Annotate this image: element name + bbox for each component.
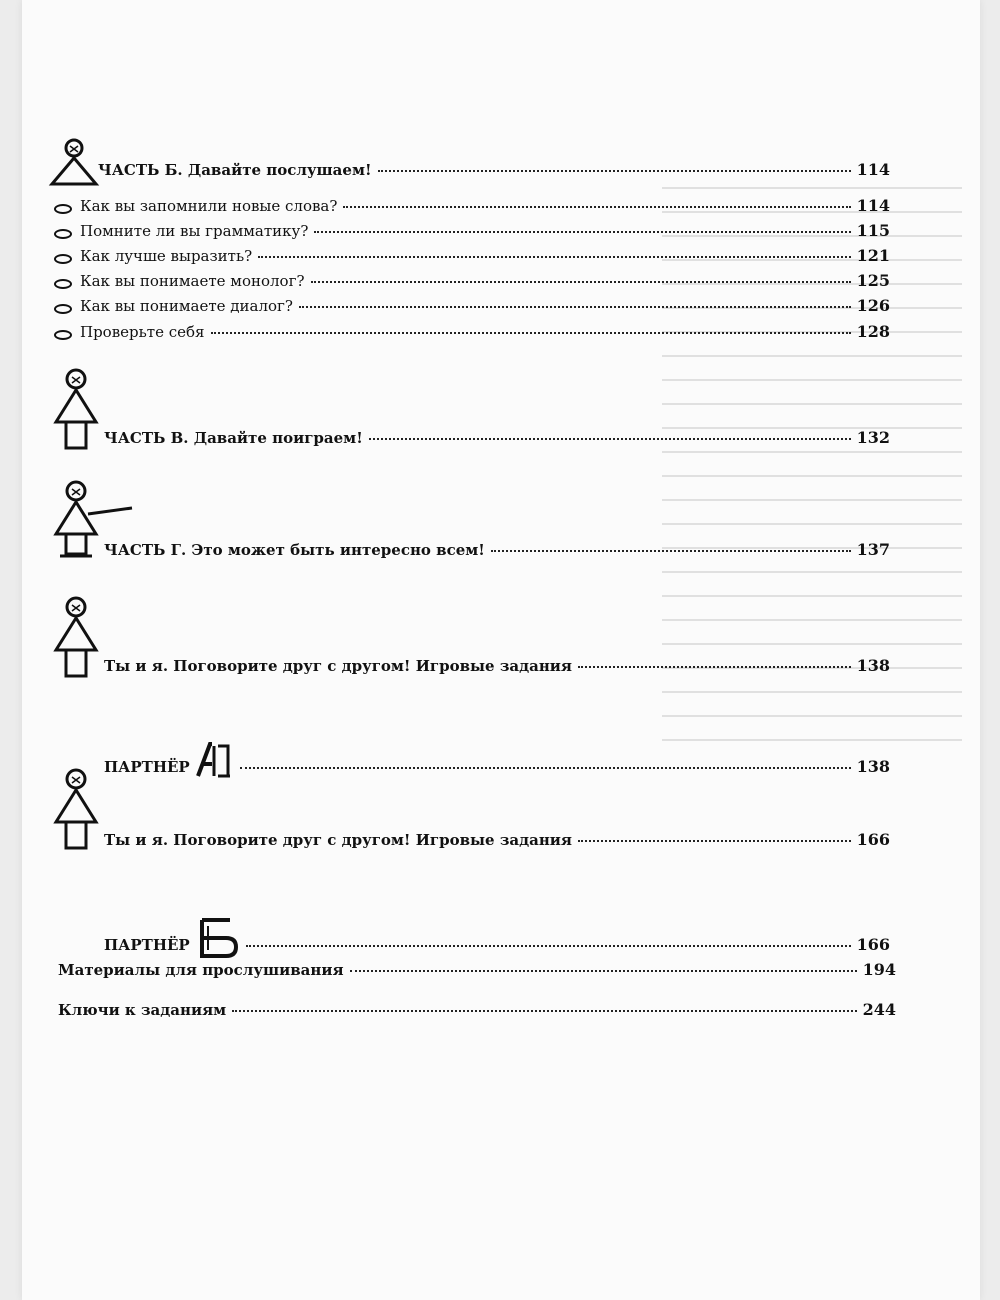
toc-page-number: 137 (856, 540, 890, 559)
partner-b-logo-icon (196, 916, 240, 960)
toc-entry-title: Ты и я. Поговорите друг с другом! Игровые задания (104, 657, 573, 675)
toc-page-number: 121 (856, 246, 890, 265)
stick-figure-standing-icon (52, 596, 100, 678)
toc-entry-title: ПАРТНЁР (104, 936, 190, 954)
toc-entry-title: Как вы запомнили новые слова? (80, 197, 338, 215)
dot-leader (378, 170, 851, 172)
stick-figure-standing-icon (52, 368, 100, 450)
dot-leader (314, 231, 850, 233)
toc-page-number: 194 (862, 960, 896, 979)
toc-page-number: 138 (856, 656, 890, 675)
toc-page-number: 138 (856, 757, 890, 776)
toc-entry-monologue[interactable] (80, 271, 890, 290)
dot-leader (246, 945, 851, 947)
toc-entry-part-b[interactable] (98, 160, 890, 179)
document-page (22, 0, 980, 1300)
dot-leader (350, 970, 857, 972)
toc-entry-dialogue[interactable] (80, 296, 890, 315)
toc-entry-title: Как вы понимаете монолог? (80, 272, 305, 290)
oval-bullet-icon (54, 204, 72, 214)
toc-entry-title: Ключи к заданиям (58, 1001, 227, 1019)
toc-entry-self-check[interactable] (80, 322, 890, 341)
toc-entry-title: Материалы для прослушивания (58, 961, 344, 979)
oval-bullet-icon (54, 279, 72, 289)
toc-page-number: 114 (856, 160, 890, 179)
toc-page-number: 166 (856, 935, 890, 954)
toc-entry-title: ЧАСТЬ Г. Это может быть интересно всем! (104, 541, 485, 559)
toc-page-number: 114 (856, 196, 890, 215)
dot-leader (311, 281, 851, 283)
toc-entry-title: ЧАСТЬ Б. Давайте послушаем! (98, 161, 372, 179)
toc-page-number: 244 (862, 1000, 896, 1019)
oval-bullet-icon (54, 304, 72, 314)
toc-entry-part-g[interactable] (104, 540, 890, 559)
toc-entry-title: Ты и я. Поговорите друг с другом! Игровые задания (104, 831, 573, 849)
oval-bullet-icon (54, 229, 72, 239)
toc-entry-express[interactable] (80, 246, 890, 265)
toc-entry-you-and-me-1[interactable] (104, 656, 890, 675)
oval-bullet-icon (54, 254, 72, 264)
toc-page-number: 125 (856, 271, 890, 290)
dot-leader (211, 332, 851, 334)
dot-leader (369, 438, 851, 440)
toc-entry-title: Как вы понимаете диалог? (80, 297, 293, 315)
toc-entry-keys[interactable] (58, 1000, 896, 1019)
toc-page-number: 115 (856, 221, 890, 240)
toc-entry-title: ПАРТНЁР (104, 758, 190, 776)
toc-entry-title: Помните ли вы грамматику? (80, 222, 309, 240)
oval-bullet-icon (54, 330, 72, 340)
toc-page-number: 132 (856, 428, 890, 447)
toc-page-number: 128 (856, 322, 890, 341)
toc-entry-part-v[interactable] (104, 428, 890, 447)
dot-leader (232, 1010, 856, 1012)
dot-leader (578, 666, 851, 668)
dot-leader (491, 550, 851, 552)
toc-entry-title: Проверьте себя (80, 323, 205, 341)
dot-leader (343, 206, 850, 208)
toc-entry-you-and-me-2[interactable] (104, 830, 890, 849)
toc-entry-title: Как лучше выразить? (80, 247, 253, 265)
toc-entry-partner-b[interactable] (104, 906, 890, 954)
stick-figure-standing-icon (52, 768, 100, 850)
toc-entry-title: ЧАСТЬ В. Давайте поиграем! (104, 429, 363, 447)
dot-leader (258, 256, 850, 258)
stick-figure-triangle-icon (48, 138, 104, 188)
dot-leader (240, 767, 851, 769)
toc-entry-new-words[interactable] (80, 196, 890, 215)
partner-a-logo-icon (194, 740, 234, 780)
toc-entry-materials[interactable] (58, 960, 896, 979)
toc-entry-partner-a[interactable] (104, 732, 890, 776)
dot-leader (578, 840, 851, 842)
toc-entry-grammar[interactable] (80, 221, 890, 240)
toc-page-number: 126 (856, 296, 890, 315)
dot-leader (299, 306, 851, 308)
toc-page-number: 166 (856, 830, 890, 849)
